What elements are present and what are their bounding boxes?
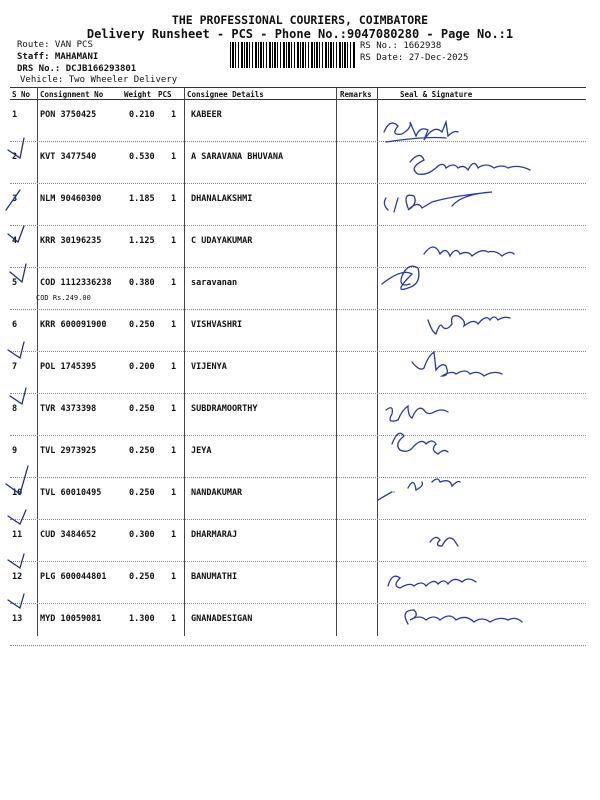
signature-scribble	[388, 576, 476, 588]
consignment-number: TVR 4373398	[40, 404, 97, 414]
row-sno: 9	[12, 446, 18, 456]
consignee-name: NANDAKUMAR	[191, 488, 243, 498]
weight-value: 0.210	[129, 110, 155, 120]
consignment-number: KRR 600091900	[40, 320, 107, 330]
pcs-count: 1	[171, 320, 177, 330]
weight-value: 0.250	[129, 488, 155, 498]
row-sno: 7	[12, 362, 18, 372]
weight-value: 0.300	[129, 530, 155, 540]
signature-scribble	[405, 610, 522, 624]
col-header-pcs: PCS	[158, 90, 172, 99]
col-header-sno: S No	[12, 90, 31, 99]
row-sno: 6	[12, 320, 18, 330]
col-header-weight: Weight	[124, 90, 152, 99]
row-sno: 4	[12, 236, 18, 246]
consignee-name: DHARMARAJ	[191, 530, 238, 540]
row-sno: 2	[12, 152, 18, 162]
consignment-number: COD 1112336238	[40, 278, 112, 288]
pcs-count: 1	[171, 446, 177, 456]
row-sno: 12	[12, 572, 23, 582]
consignment-number: MYD 10059081	[40, 614, 102, 624]
runsheet-subtitle: Delivery Runsheet - PCS - Phone No.:9047080280 - Page No.:1	[86, 27, 514, 41]
row-sno: 8	[12, 404, 18, 414]
consignment-number: CUD 3484652	[40, 530, 97, 540]
tick-mark	[8, 510, 26, 524]
row-sno: 11	[12, 530, 23, 540]
consignment-number: KRR 30196235	[40, 236, 102, 246]
consignment-number: POL 1745395	[40, 362, 97, 372]
row-sno: 3	[12, 194, 18, 204]
pcs-count: 1	[171, 278, 177, 288]
signature-scribble	[430, 537, 458, 546]
tick-mark	[8, 342, 24, 358]
signature-scribble	[392, 433, 448, 454]
route-label: Route: VAN PCS	[17, 40, 93, 50]
weight-value: 0.250	[129, 320, 155, 330]
vehicle-label: Vehicle: Two Wheeler Delivery	[20, 75, 178, 85]
col-header-consignment: Consignment No	[40, 90, 104, 99]
pcs-count: 1	[171, 614, 177, 624]
consignee-name: A SARAVANA BHUVANA	[191, 152, 284, 162]
weight-value: 1.300	[129, 614, 155, 624]
consignee-name: VIJENYA	[191, 362, 227, 372]
tick-mark	[10, 388, 26, 404]
consignee-name: C UDAYAKUMAR	[191, 236, 253, 246]
row-sno: 1	[12, 110, 18, 120]
weight-value: 0.250	[129, 572, 155, 582]
consignee-name: saravanan	[191, 278, 238, 288]
consignee-name: KABEER	[191, 110, 222, 120]
signature-scribble	[378, 479, 460, 500]
drs-number: DRS No.: DCJB166293801	[17, 64, 137, 74]
signature-scribble	[382, 247, 514, 289]
col-header-seal: Seal & Signature	[400, 90, 473, 99]
consignee-name: SUBDRAMOORTHY	[191, 404, 258, 414]
consignee-name: GNANADESIGAN	[191, 614, 253, 624]
signature-scribble	[386, 406, 448, 421]
pcs-count: 1	[171, 488, 177, 498]
consignee-name: VISHVASHRI	[191, 320, 243, 330]
row-sno: 10	[12, 488, 23, 498]
weight-value: 1.185	[129, 194, 155, 204]
row-sno: 13	[12, 614, 23, 624]
staff-label: Staff: MAHAMANI	[17, 52, 99, 62]
pcs-count: 1	[171, 194, 177, 204]
signature-scribble	[410, 155, 530, 174]
consignee-name: DHANALAKSHMI	[191, 194, 253, 204]
pcs-count: 1	[171, 236, 177, 246]
col-header-remarks: Remarks	[340, 90, 372, 99]
signature-scribble	[412, 352, 502, 376]
pcs-count: 1	[171, 572, 177, 582]
consignment-number: PON 3750425	[40, 110, 97, 120]
signature-scribble	[384, 122, 458, 142]
pcs-count: 1	[171, 530, 177, 540]
tick-mark	[10, 264, 26, 282]
consignment-number: KVT 3477540	[40, 152, 97, 162]
rs-number: RS No.: 1662938	[360, 41, 442, 51]
signature-scribble	[384, 192, 492, 212]
tick-mark	[8, 594, 24, 608]
weight-value: 0.530	[129, 152, 155, 162]
pcs-count: 1	[171, 404, 177, 414]
pcs-count: 1	[171, 110, 177, 120]
weight-value: 1.125	[129, 236, 155, 246]
consignment-number: NLM 90460300	[40, 194, 102, 204]
tick-mark	[8, 226, 24, 242]
company-title: THE PROFESSIONAL COURIERS, COIMBATORE	[171, 13, 429, 27]
signature-scribble	[428, 316, 510, 334]
pcs-count: 1	[171, 362, 177, 372]
consignment-number: TVL 60010495	[40, 488, 102, 498]
pcs-count: 1	[171, 152, 177, 162]
tick-mark	[6, 466, 28, 494]
col-header-consignee: Consignee Details	[187, 90, 264, 99]
tick-mark	[8, 138, 24, 158]
weight-value: 0.250	[129, 446, 155, 456]
weight-value: 0.250	[129, 404, 155, 414]
rs-date: RS Date: 27-Dec-2025	[360, 53, 469, 63]
consignee-name: JEYA	[191, 446, 212, 456]
tick-mark	[6, 190, 20, 210]
cod-amount: COD Rs.249.00	[36, 294, 91, 302]
row-sno: 5	[12, 278, 18, 288]
consignment-number: TVL 2973925	[40, 446, 97, 456]
consignee-name: BANUMATHI	[191, 572, 238, 582]
consignment-number: PLG 600044801	[40, 572, 107, 582]
weight-value: 0.380	[129, 278, 155, 288]
tick-mark	[8, 554, 24, 568]
weight-value: 0.200	[129, 362, 155, 372]
